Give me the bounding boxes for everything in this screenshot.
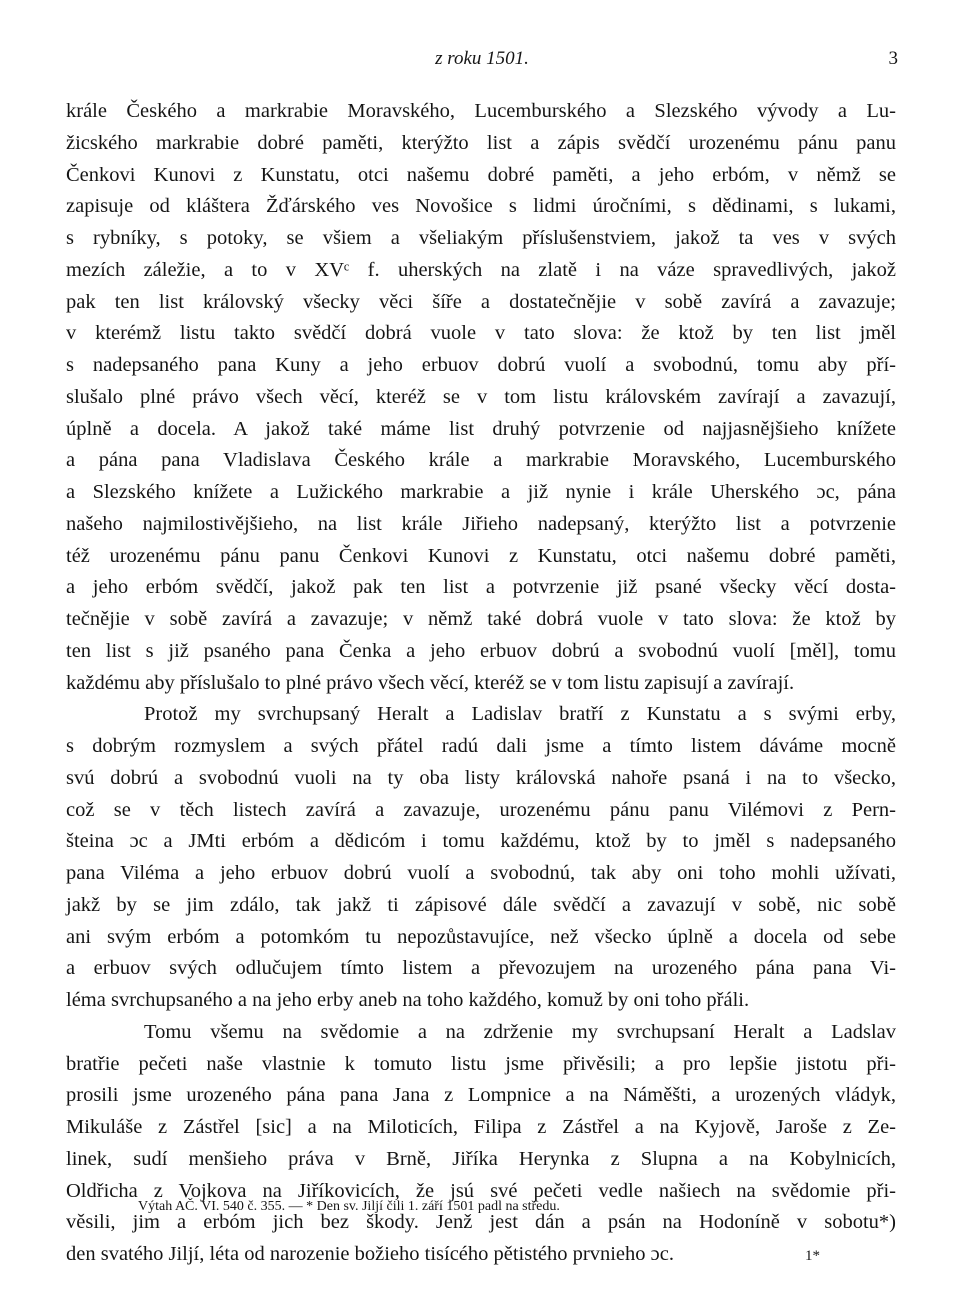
text-line: pana Viléma a jeho erbuov dobrú vuolí a svobodnú, tak aby oni toho mohli užívati, (66, 862, 896, 884)
text-line: s dobrým rozmyslem a svých přátel radú dali jsme a tímto listem dáváme mocně (66, 735, 896, 757)
paragraph-start-line: Tomu všemu na svědomie a na zdrženie my svrchupsaní Heralt a Ladslav (144, 1020, 896, 1043)
text-line: úplně a docela. A jakož také máme list druhý potvrzenie od najjasnějšieho knížete (66, 417, 896, 440)
text-line: a pána pana Vladislava Českého krále a markrabie Moravského, Lucemburského (66, 449, 896, 472)
page-number: 3 (888, 48, 898, 69)
running-head (66, 48, 898, 76)
text-line: slušalo plné právo všech věcí, kteréž se v tom listu královském zavírají a zavazují, (66, 385, 896, 408)
text-line: mezích záležie, a to v XVᶜ f. uherských na zlatě i na váze spravedlivých, jakož (66, 258, 896, 281)
text-line: šteina ɔc a JMti erbóm a dědicóm i tomu každému, ktož by to jměl s nadepsaného (66, 830, 896, 853)
text-line: linek, sudí menšieho práva v Brně, Jiříka Herynka z Slupna a na Kobylnicích, (66, 1147, 896, 1170)
text-line: Mikuláše z Zástřel [sic] a na Miloticích, Filipa z Zástřel a na Kyjově, Jaroše z Ze- (66, 1116, 896, 1138)
text-line: našeho najmilostivějšieho, na list krále Jiřieho nadepsaný, kterýžto list a potvrzenie (66, 512, 896, 535)
text-line: s rybníky, s potoky, se všiem a všeliakým příslušenstviem, jakož ta ves v svých (66, 227, 896, 249)
paragraph-end-line: den svatého Jiljí, léta od narozenie božieho tisícého pětistého prvnieho ɔc. (66, 1243, 674, 1265)
text-line: a erbuov svých odlučujem tímto listem a převozujem na urozeného pána pana Vi- (66, 957, 896, 980)
text-line: ten list s již psaného pana Čenka a jeho erbuov dobrú a svobodnú vuolí [měl], tomu (66, 639, 896, 662)
paragraph-end-line: léma svrchupsaného a na jeho erby aneb na toho každého, komuž by oni toho přáli. (66, 989, 750, 1011)
text-line: tečnějie v sobě zavírá a zavazuje; v němž také dobrá vuole v tato slova: že ktož by (66, 608, 896, 630)
text-line: ani svým erbóm a potomkóm tu nepozůstavujíce, než všecko úplně a docela od sebe (66, 925, 896, 948)
text-line: v kterémž listu takto svědčí dobrá vuole v tato slova: že ktož by ten list jměl (66, 322, 896, 345)
text-line: zapisuje od kláštera Žďárského ves Novošice s lidmi úročními, s dědinami, s lukami, (66, 195, 896, 218)
text-line: prosili jsme urozeného pána pana Jana z Lompnice a na Náměšti, a urozených vládyk, (66, 1084, 896, 1107)
text-line: věsili, jim a erbóm jich bez škody. Jenž jest dán a psán na Hodoníně v sobotu*) (66, 1211, 896, 1234)
text-line: pak ten list královský všecky věci šíře a dostatečnějie v sobě zavírá a zavazuje; (66, 290, 896, 313)
text-line: jakž by se jim zdálo, tak jakž ti zápisové dále svědčí a zavazují v sobě, nic sobě (66, 893, 896, 916)
text-line: a Slezského knížete a Lužického markrabie a již nynie i krále Uherského ɔc, pána (66, 481, 896, 503)
text-line: Čenkovi Kunovi z Kunstatu, otci našemu dobré paměti, a jeho erbóm, v němž se (66, 163, 896, 186)
running-title: z roku 1501. (435, 48, 529, 69)
text-line: žicského markrabie dobré paměti, kterýžto list a zápis svědčí urozenému pánu panu (66, 131, 896, 154)
text-line: bratřie pečeti naše vlastnie k tomuto listu jsme přivěsili; a pro lepšie jistotu při- (66, 1052, 896, 1075)
paragraph-end-line: každému aby příslušalo to plné právo všech věcí, kteréž se v tom listu zapisují a zavírají. (66, 671, 795, 694)
text-line: krále Českého a markrabie Moravského, Lucemburského a Slezského vývody a Lu- (66, 100, 896, 122)
text-line: s nadepsaného pana Kuny a jeho erbuov dobrú vuolí a svobodnú, tomu aby pří- (66, 354, 896, 376)
text-line: též urozenému pánu panu Čenkovi Kunovi z Kunstatu, otci našemu dobré paměti, (66, 544, 896, 567)
text-line: a jeho erbóm svědčí, jakož pak ten list a potvrzenie již psané všecky věcí dosta- (66, 576, 896, 599)
text-line: což se v těch listech zavírá a zavazuje, urozenému pánu panu Vilémovi z Pern- (66, 798, 896, 821)
signature-mark: 1* (805, 1248, 820, 1264)
footnote: Výtah AČ. VI. 540 č. 355. — * Den sv. Jiljí čili 1. září 1501 padl na středu. (138, 1199, 560, 1214)
body-text (66, 96, 896, 1271)
paragraph-start-line: Protož my svrchupsaný Heralt a Ladislav bratří z Kunstatu a s svými erby, (144, 703, 896, 726)
text-line: Oldřicha z Vojkova na Jiříkovicích, že jsú své pečeti vedle našiech na svědomie při- (66, 1179, 896, 1202)
text-line: svú dobrú a svobodnú vuoli na ty oba listy královská nahoře psaná i na to všecko, (66, 766, 896, 789)
